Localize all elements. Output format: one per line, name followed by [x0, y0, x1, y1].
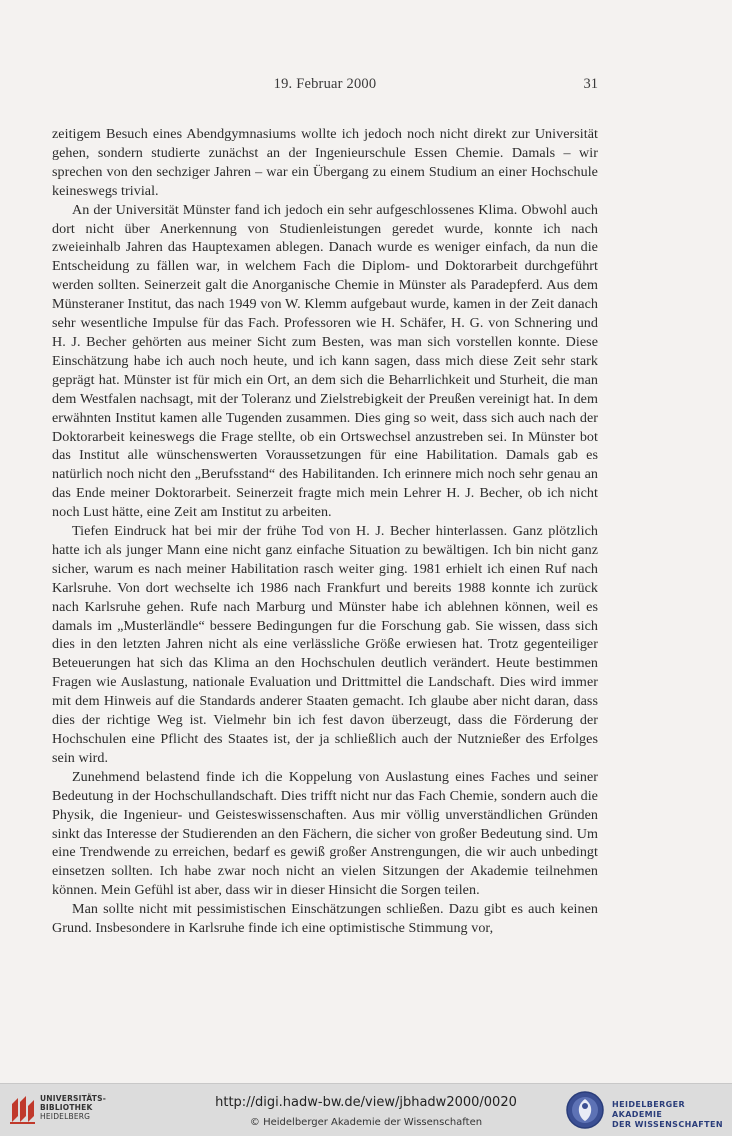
copyright-notice: © Heidelberger Akademie der Wissenschaften: [249, 1117, 483, 1128]
viewer-footer: [0, 1083, 732, 1136]
academy-seal-icon: [565, 1090, 605, 1130]
running-head: [52, 76, 598, 96]
body-text: [52, 125, 598, 938]
academy-name-line1: HEIDELBERGER AKADEMIE: [612, 1100, 686, 1119]
permalink-url[interactable]: http://digi.hadw-bw.de/view/jbhadw2000/0020: [215, 1095, 517, 1110]
paragraph-3: Tiefen Eindruck hat bei mir der frühe Tod von H. J. Becher hinterlassen. Ganz plötzlich hatte ich als junger Mann eine nicht ganz einfache Situation zu bewältigen. Ich bin nicht ganz sicher, warum es nach meiner Habilitation rasch weiter ging. 1981 erhielt ich einen Ruf nach Karlsruhe. Von dort wechselte ich 1986 nach Frankfurt und bereits 1988 konnte ich zurück nach Karlsruhe gehen. Rufe nach Marburg und Münster habe ich ablehnen können, weil es damals im „Musterländle“ bessere Bedingungen fur die Forschung gab. Sie wissen, dass sich dies in den letzten Jahren nicht als eine verlässliche Größe erwiesen hat. Trotz gegenteiliger Beteuerungen hat sich das Klima an den Hochschulen deutlich verändert. Heute bestimmen Fragen wie Auslastung, nationale Evaluation und Drittmittel die Landschaft. Dies wird immer mit dem Hinweis auf die Standards anderer Staaten gemacht. Ich glaube aber nicht daran, dass dies der richtige Weg ist. Vielmehr bin ich fest davon überzeugt, dass die Förderung der Hochschulen eine Pflicht des Staates ist, der ja schließlich auch der Nutznießer des Erfolges sein wird.: [52, 523, 598, 766]
academy-name: [612, 1100, 732, 1130]
paragraph-1: zeitigem Besuch eines Abendgymnasiums wollte ich jedoch noch nicht direkt zur Universität gehen, sondern studierte zunächst an der Ingenieurschule Essen Chemie. Damals – wir sprechen von den sechziger Jahren – war ein Übergang zu einem Studium an einer Hochschule keineswegs trivial.: [52, 126, 598, 199]
academy-name-line2: DER WISSENSCHAFTEN: [612, 1120, 723, 1129]
library-name-line1: UNIVERSITÄTS-: [40, 1094, 107, 1103]
paragraph-2: An der Universität Münster fand ich jedoch ein sehr aufgeschlossenes Klima. Obwohl auch dort nicht über Anerkennung von Studienleistungen geredet wurde, konnte ich nach zweieinhalb Jahren das Hauptexamen ablegen. Danach wurde es weniger einfach, da nun die Entscheidung zu fällen war, in welchem Fach die Diplom- und Doktorarbeit durchgeführt werden sollten. Seinerzeit galt die Anorganische Chemie in Münster als Paradepferd. Aus dem Münsteraner Institut, das nach 1949 von W. Klemm aufgebaut wurde, kamen in der Zeit danach sehr wesentliche Impulse für das Fach. Professoren wie H. Schäfer, H. G. von Schnering und H. J. Becher gehörten aus meiner Sicht zum Besten, was man sich vorstellen konnte. Diese Einschätzung habe ich auch noch heute, und ich kann sagen, dass mich diese Zeit sehr stark geprägt hat. Münster ist für mich ein Ort, an dem sich die Beharrlichkeit und Sturheit, die man dem Westfalen nachsagt, mit der Toleranz und Zielstrebigkeit der Preußen vereinigt hat. In dem erwähnten Institut kamen alle Tugenden zusammen. Dies ging so weit, dass sich auch nach der Doktorarbeit keineswegs die Frage stellte, ob ein Ortswechsel anzustreben sei. In Münster bot das Institut alle wünschenswerten Voraussetzungen für eine Habilitation. Damals gab es natürlich noch nicht den „Berufsstand“ des Habilitanden. Ich erinnere mich noch sehr genau an das Ende meiner Doktorarbeit. Seinerzeit fragte mich mein Lehrer H. J. Becher, ob ich nicht noch Lust hätte, eine Zeit am Institut zu arbeiten.: [52, 201, 598, 521]
library-city: HEIDELBERG: [40, 1112, 91, 1121]
library-name-line2: BIBLIOTHEK: [40, 1103, 93, 1112]
paragraph-4: Zunehmend belastend finde ich die Koppelung von Auslastung eines Faches und seiner Bedeutung in der Hochschullandschaft. Dies trifft nicht nur das Fach Chemie, sondern auch die Physik, die Ingenieur- und Geisteswissenschaften. Aus mir völlig unverständlichen Gründen sinkt das Interesse der Studierenden an den Fächern, die sicher von großer Bedeutung sind. Um eine Trendwende zu erreichen, bedarf es gewiß großer Anstrengungen, die wir auch unbedingt einsetzen sollten. Ich habe zwar noch nicht an vielen Sitzungen der Akademie teilnehmen können. Mein Gefühl ist aber, dass wir in dieser Hinsicht die Sorgen teilen.: [52, 768, 598, 899]
page-number: 31: [583, 76, 598, 92]
running-head-date: 19. Februar 2000: [273, 76, 377, 92]
paragraph-5: Man sollte nicht mit pessimistischen Einschätzungen schließen. Dazu gibt es auch keinen Grund. Insbesondere in Karlsruhe finde ich eine optimistische Stimmung vor,: [52, 901, 598, 937]
